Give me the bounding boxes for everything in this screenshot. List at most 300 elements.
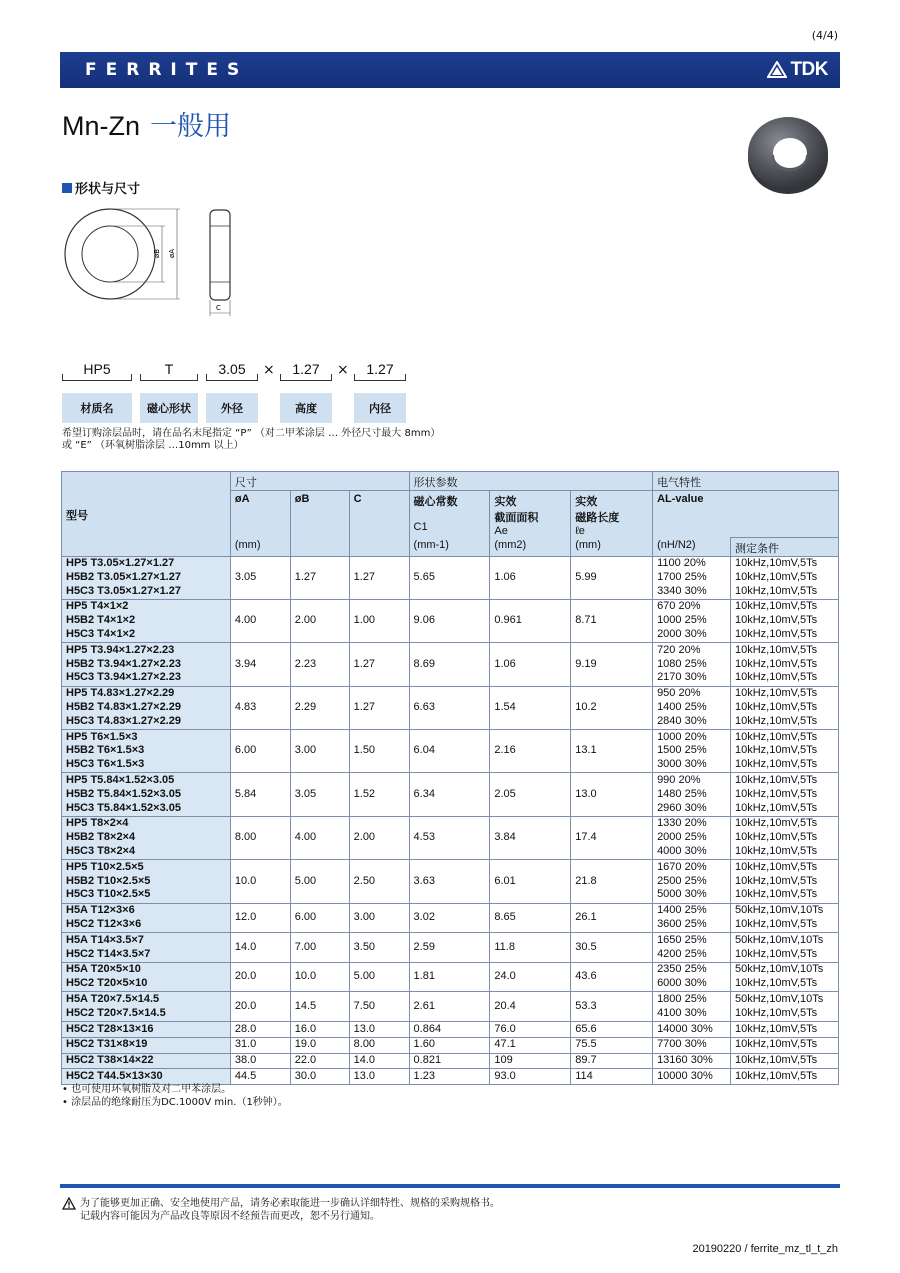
cell-ae: 2.16 bbox=[490, 730, 571, 773]
cell-oa: 3.94 bbox=[230, 643, 290, 686]
toroid-product-image bbox=[745, 113, 831, 201]
cell-model bbox=[62, 556, 231, 599]
cell-model-line: HP5 T3.94×1.27×2.23 bbox=[66, 643, 175, 656]
cell-model-line: H5C3 T4.83×1.27×2.29 bbox=[66, 714, 181, 727]
cell-le: 13.1 bbox=[571, 730, 653, 773]
cell-c: 1.00 bbox=[349, 599, 409, 642]
cell-al-value bbox=[653, 1053, 731, 1069]
cell-oa: 6.00 bbox=[230, 730, 290, 773]
cell-oa: 12.0 bbox=[230, 903, 290, 933]
cell-conditions-line: 10kHz,10mV,5Ts bbox=[735, 614, 818, 627]
cell-al-value bbox=[653, 1037, 731, 1053]
cell-c1: 3.02 bbox=[409, 903, 490, 933]
cell-conditions-line: 10kHz,10mV,5Ts bbox=[735, 947, 818, 960]
cell-ob: 5.00 bbox=[290, 860, 349, 903]
code-separator-2: × bbox=[337, 362, 349, 378]
cell-c: 1.52 bbox=[349, 773, 409, 816]
cell-ae: 1.06 bbox=[490, 643, 571, 686]
cell-ae: 3.84 bbox=[490, 816, 571, 859]
header-c1 bbox=[409, 491, 490, 538]
cell-ae: 47.1 bbox=[490, 1037, 571, 1053]
footer-divider bbox=[60, 1184, 840, 1188]
cell-model bbox=[62, 773, 231, 816]
cell-model-line: H5B2 T3.94×1.27×2.23 bbox=[66, 657, 181, 670]
cell-oa: 14.0 bbox=[230, 933, 290, 963]
cell-conditions-line: 10kHz,10mV,5Ts bbox=[735, 714, 818, 727]
cell-model-line: HP5 T5.84×1.52×3.05 bbox=[66, 773, 175, 786]
cell-le: 26.1 bbox=[571, 903, 653, 933]
cell-oa: 8.00 bbox=[230, 816, 290, 859]
cell-model-line: H5C2 T20×5×10 bbox=[66, 977, 148, 990]
cell-al-value-line: 4200 25% bbox=[657, 947, 707, 960]
cell-conditions-line: 10kHz,10mV,5Ts bbox=[735, 657, 818, 670]
header-model: 型号 bbox=[62, 472, 231, 557]
cell-al-value-line: 720 20% bbox=[657, 643, 701, 656]
drawing-label-b: øB bbox=[153, 248, 161, 258]
cell-al-value bbox=[653, 816, 731, 859]
code-outer-diameter: 3.05 bbox=[206, 361, 258, 381]
drawing-label-c: C bbox=[216, 304, 221, 312]
cell-conditions-line: 50kHz,10mV,10Ts bbox=[735, 992, 824, 1005]
cell-conditions-line: 10kHz,10mV,5Ts bbox=[735, 874, 818, 887]
cell-conditions bbox=[731, 643, 839, 686]
cell-al-value-line: 13160 30% bbox=[657, 1054, 713, 1067]
cell-al-value-line: 990 20% bbox=[657, 773, 701, 786]
cell-conditions bbox=[731, 816, 839, 859]
cell-model-line: H5C3 T4×1×2 bbox=[66, 627, 136, 640]
cell-c1: 1.60 bbox=[409, 1037, 490, 1053]
cell-conditions bbox=[731, 773, 839, 816]
label-height: 高度 bbox=[280, 393, 332, 423]
cell-oa: 38.0 bbox=[230, 1053, 290, 1069]
cell-model-line: H5C3 T3.94×1.27×2.23 bbox=[66, 671, 181, 684]
cell-conditions-line: 10kHz,10mV,5Ts bbox=[735, 860, 818, 873]
cell-le: 114 bbox=[571, 1069, 653, 1085]
cell-al-value-line: 1000 20% bbox=[657, 730, 707, 743]
cell-c: 13.0 bbox=[349, 1022, 409, 1038]
cell-al-value-line: 6000 30% bbox=[657, 977, 707, 990]
cell-al-value bbox=[653, 1069, 731, 1085]
cell-ob: 30.0 bbox=[290, 1069, 349, 1085]
cell-model bbox=[62, 686, 231, 729]
cell-model-line: H5C3 T5.84×1.52×3.05 bbox=[66, 801, 181, 814]
cell-ob: 16.0 bbox=[290, 1022, 349, 1038]
cell-ae: 1.06 bbox=[490, 556, 571, 599]
cell-conditions-line: 10kHz,10mV,5Ts bbox=[735, 570, 818, 583]
cell-c1: 9.06 bbox=[409, 599, 490, 642]
label-material: 材质名 bbox=[62, 393, 132, 423]
cell-model-line: H5C2 T12×3×6 bbox=[66, 917, 142, 930]
cell-c: 3.00 bbox=[349, 903, 409, 933]
table-row bbox=[62, 903, 839, 933]
code-inner-diameter: 1.27 bbox=[354, 361, 406, 381]
cell-al-value-line: 1480 25% bbox=[657, 787, 707, 800]
cell-conditions-line: 50kHz,10mV,10Ts bbox=[735, 904, 824, 917]
cell-le: 43.6 bbox=[571, 962, 653, 992]
cell-al-value-line: 670 20% bbox=[657, 600, 701, 613]
cell-conditions-line: 10kHz,10mV,5Ts bbox=[735, 1038, 818, 1051]
cell-al-value-line: 2840 30% bbox=[657, 714, 707, 727]
cell-al-value bbox=[653, 992, 731, 1022]
cell-oa: 31.0 bbox=[230, 1037, 290, 1053]
cell-ob: 3.05 bbox=[290, 773, 349, 816]
cell-ae: 24.0 bbox=[490, 962, 571, 992]
cell-al-value-line: 14000 30% bbox=[657, 1022, 713, 1035]
warning-icon bbox=[62, 1197, 76, 1210]
cell-c1: 1.81 bbox=[409, 962, 490, 992]
cell-model bbox=[62, 933, 231, 963]
cell-c: 1.27 bbox=[349, 686, 409, 729]
cell-c: 5.00 bbox=[349, 962, 409, 992]
cell-le: 5.99 bbox=[571, 556, 653, 599]
cell-c: 14.0 bbox=[349, 1053, 409, 1069]
cell-conditions-line: 10kHz,10mV,5Ts bbox=[735, 773, 818, 786]
cell-le: 8.71 bbox=[571, 599, 653, 642]
cell-conditions-line: 10kHz,10mV,5Ts bbox=[735, 817, 818, 830]
cell-model-line: HP5 T3.05×1.27×1.27 bbox=[66, 557, 175, 569]
cell-c: 1.27 bbox=[349, 643, 409, 686]
cell-model bbox=[62, 992, 231, 1022]
cell-conditions-line: 10kHz,10mV,5Ts bbox=[735, 1054, 818, 1067]
code-shape: T bbox=[140, 361, 198, 381]
cell-al-value-line: 10000 30% bbox=[657, 1069, 713, 1082]
cell-model-line: H5C2 T14×3.5×7 bbox=[66, 947, 151, 960]
cell-ae: 8.65 bbox=[490, 903, 571, 933]
cell-model-line: H5C3 T3.05×1.27×1.27 bbox=[66, 584, 181, 597]
table-row bbox=[62, 1053, 839, 1069]
cell-oa: 4.00 bbox=[230, 599, 290, 642]
logo-text: TDK bbox=[790, 59, 828, 80]
header-al: AL-value bbox=[653, 491, 839, 538]
cell-conditions-line: 10kHz,10mV,5Ts bbox=[735, 671, 818, 684]
cell-c1: 6.34 bbox=[409, 773, 490, 816]
label-shape: 磁心形状 bbox=[140, 393, 198, 423]
cell-conditions-line: 10kHz,10mV,5Ts bbox=[735, 844, 818, 857]
cell-ob: 2.00 bbox=[290, 599, 349, 642]
cell-model bbox=[62, 599, 231, 642]
table-row bbox=[62, 599, 839, 642]
cell-model bbox=[62, 643, 231, 686]
cell-oa: 10.0 bbox=[230, 860, 290, 903]
cell-c1: 2.61 bbox=[409, 992, 490, 1022]
cell-al-value-line: 3600 25% bbox=[657, 917, 707, 930]
cell-oa: 20.0 bbox=[230, 992, 290, 1022]
cell-conditions-line: 10kHz,10mV,5Ts bbox=[735, 1006, 818, 1019]
cell-ae: 11.8 bbox=[490, 933, 571, 963]
cell-ob: 2.23 bbox=[290, 643, 349, 686]
cell-model-line: H5B2 T5.84×1.52×3.05 bbox=[66, 787, 181, 800]
cell-model-line: H5B2 T6×1.5×3 bbox=[66, 744, 145, 757]
cell-al-value bbox=[653, 1022, 731, 1038]
cell-al-value bbox=[653, 599, 731, 642]
cell-conditions bbox=[731, 1022, 839, 1038]
cell-conditions-line: 10kHz,10mV,5Ts bbox=[735, 801, 818, 814]
cell-c: 3.50 bbox=[349, 933, 409, 963]
cell-ob: 2.29 bbox=[290, 686, 349, 729]
unit-c1: (mm-1) bbox=[409, 537, 490, 556]
cell-al-value-line: 1670 20% bbox=[657, 860, 707, 873]
table-row bbox=[62, 773, 839, 816]
cell-model-line: H5A T20×5×10 bbox=[66, 963, 141, 976]
table-row bbox=[62, 1037, 839, 1053]
cell-conditions-line: 10kHz,10mV,5Ts bbox=[735, 787, 818, 800]
cell-conditions-line: 10kHz,10mV,5Ts bbox=[735, 600, 818, 613]
header-ob: øB bbox=[290, 491, 349, 538]
cell-c1: 4.53 bbox=[409, 816, 490, 859]
cell-le: 30.5 bbox=[571, 933, 653, 963]
section-heading-text: 形状与尺寸 bbox=[75, 182, 141, 197]
cell-ob: 10.0 bbox=[290, 962, 349, 992]
cell-ae: 76.0 bbox=[490, 1022, 571, 1038]
cell-c: 8.00 bbox=[349, 1037, 409, 1053]
cell-oa: 44.5 bbox=[230, 1069, 290, 1085]
unit-oa: (mm) bbox=[230, 537, 290, 556]
coating-note-line1: 希望订购涂层品时，请在品名末尾指定 “P” （对二甲苯涂层 … 外径尺寸最大 8mm） bbox=[62, 428, 441, 439]
cell-conditions bbox=[731, 1053, 839, 1069]
cell-model bbox=[62, 1053, 231, 1069]
cell-le: 65.6 bbox=[571, 1022, 653, 1038]
tdk-logo bbox=[767, 59, 828, 81]
coating-note bbox=[62, 428, 440, 452]
cell-le: 21.8 bbox=[571, 860, 653, 903]
cell-al-value-line: 1330 20% bbox=[657, 817, 707, 830]
cell-model bbox=[62, 730, 231, 773]
cell-ae: 1.54 bbox=[490, 686, 571, 729]
part-code-legend bbox=[62, 361, 422, 431]
unit-c bbox=[349, 537, 409, 556]
cell-ob: 6.00 bbox=[290, 903, 349, 933]
cell-model-line: HP5 T10×2.5×5 bbox=[66, 860, 144, 873]
cell-model-line: H5C2 T31×8×19 bbox=[66, 1038, 148, 1051]
drawing-label-a: øA bbox=[168, 248, 176, 258]
coating-note-line2: 或 “E” （环氧树脂涂层 …10mm 以上） bbox=[62, 440, 244, 451]
cell-al-value-line: 1650 25% bbox=[657, 933, 707, 946]
cell-c1: 6.04 bbox=[409, 730, 490, 773]
cell-model-line: H5B2 T3.05×1.27×1.27 bbox=[66, 570, 181, 583]
cell-oa: 3.05 bbox=[230, 556, 290, 599]
cell-conditions-line: 10kHz,10mV,5Ts bbox=[735, 917, 818, 930]
cell-al-value bbox=[653, 903, 731, 933]
table-row bbox=[62, 816, 839, 859]
cell-model-line: H5B2 T4×1×2 bbox=[66, 614, 136, 627]
cell-model-line: H5C3 T8×2×4 bbox=[66, 844, 136, 857]
table-row bbox=[62, 556, 839, 599]
cell-conditions bbox=[731, 1069, 839, 1085]
label-outer-diameter: 外径 bbox=[206, 393, 258, 423]
cell-model-line: H5B2 T10×2.5×5 bbox=[66, 874, 151, 887]
cell-model-line: H5B2 T4.83×1.27×2.29 bbox=[66, 700, 181, 713]
cell-oa: 28.0 bbox=[230, 1022, 290, 1038]
cell-conditions bbox=[731, 686, 839, 729]
unit-al: (nH/N2) bbox=[653, 537, 731, 556]
cell-c1: 0.821 bbox=[409, 1053, 490, 1069]
header-le-symbol: ℓe bbox=[575, 525, 585, 537]
cell-ae: 93.0 bbox=[490, 1069, 571, 1085]
warning-line2: 记载内容可能因为产品改良等原因不经预告而更改，恕不另行通知。 bbox=[80, 1211, 380, 1222]
table-row bbox=[62, 933, 839, 963]
cell-conditions bbox=[731, 962, 839, 992]
cell-ae: 109 bbox=[490, 1053, 571, 1069]
cell-al-value-line: 2350 25% bbox=[657, 963, 707, 976]
header-ae-title2: 截面面积 bbox=[494, 512, 539, 524]
cell-al-value bbox=[653, 773, 731, 816]
cell-model-line: H5C3 T6×1.5×3 bbox=[66, 758, 145, 771]
cell-al-value-line: 1400 25% bbox=[657, 700, 707, 713]
cell-model-line: HP5 T4×1×2 bbox=[66, 600, 129, 613]
cell-conditions-line: 50kHz,10mV,10Ts bbox=[735, 933, 824, 946]
cell-c1: 3.63 bbox=[409, 860, 490, 903]
cell-conditions-line: 10kHz,10mV,5Ts bbox=[735, 687, 818, 700]
cell-c1: 5.65 bbox=[409, 556, 490, 599]
table-row bbox=[62, 686, 839, 729]
cell-le: 75.5 bbox=[571, 1037, 653, 1053]
banner-title: FERRITES bbox=[85, 60, 249, 80]
table-notes bbox=[62, 1083, 288, 1109]
cell-al-value-line: 2000 25% bbox=[657, 831, 707, 844]
cell-al-value-line: 1700 25% bbox=[657, 570, 707, 583]
header-ae bbox=[490, 491, 571, 538]
header-shape-params: 形状参数 bbox=[409, 472, 653, 491]
document-reference: 20190220 / ferrite_mz_tl_t_zh bbox=[692, 1243, 838, 1255]
cell-c: 1.50 bbox=[349, 730, 409, 773]
title-usage: 一般用 bbox=[150, 111, 232, 141]
cell-le: 13.0 bbox=[571, 773, 653, 816]
cell-ob: 1.27 bbox=[290, 556, 349, 599]
label-inner-diameter: 内径 bbox=[354, 393, 406, 423]
footer-warning bbox=[62, 1197, 500, 1223]
cell-oa: 5.84 bbox=[230, 773, 290, 816]
cell-ob: 22.0 bbox=[290, 1053, 349, 1069]
square-bullet-icon bbox=[62, 183, 72, 193]
header-electrical: 电气特性 bbox=[653, 472, 839, 491]
table-row bbox=[62, 730, 839, 773]
cell-conditions-line: 10kHz,10mV,5Ts bbox=[735, 643, 818, 656]
cell-ob: 14.5 bbox=[290, 992, 349, 1022]
cell-le: 53.3 bbox=[571, 992, 653, 1022]
cell-ae: 6.01 bbox=[490, 860, 571, 903]
cell-model bbox=[62, 1022, 231, 1038]
cell-c1: 0.864 bbox=[409, 1022, 490, 1038]
cell-al-value-line: 2000 30% bbox=[657, 627, 707, 640]
cell-conditions bbox=[731, 860, 839, 903]
cell-conditions-line: 10kHz,10mV,5Ts bbox=[735, 1069, 818, 1082]
cell-le: 10.2 bbox=[571, 686, 653, 729]
cell-c1: 2.59 bbox=[409, 933, 490, 963]
cell-model-line: HP5 T8×2×4 bbox=[66, 817, 129, 830]
cell-model-line: H5C2 T28×13×16 bbox=[66, 1022, 154, 1035]
cell-al-value bbox=[653, 860, 731, 903]
cell-conditions-line: 10kHz,10mV,5Ts bbox=[735, 1022, 818, 1035]
cell-al-value-line: 2500 25% bbox=[657, 874, 707, 887]
cell-c: 7.50 bbox=[349, 992, 409, 1022]
cell-conditions bbox=[731, 556, 839, 599]
cell-model bbox=[62, 1037, 231, 1053]
cell-ob: 7.00 bbox=[290, 933, 349, 963]
cell-al-value-line: 1800 25% bbox=[657, 992, 707, 1005]
cell-conditions-line: 10kHz,10mV,5Ts bbox=[735, 831, 818, 844]
cell-conditions-line: 10kHz,10mV,5Ts bbox=[735, 977, 818, 990]
cell-conditions-line: 10kHz,10mV,5Ts bbox=[735, 730, 818, 743]
cell-al-value-line: 950 20% bbox=[657, 687, 701, 700]
cell-al-value-line: 7700 30% bbox=[657, 1038, 707, 1051]
cell-model bbox=[62, 816, 231, 859]
cell-conditions bbox=[731, 730, 839, 773]
cell-model-line: H5B2 T8×2×4 bbox=[66, 831, 136, 844]
cell-conditions bbox=[731, 599, 839, 642]
cell-model-line: H5C3 T10×2.5×5 bbox=[66, 888, 151, 901]
cell-al-value-line: 1400 25% bbox=[657, 904, 707, 917]
cell-model-line: H5C2 T20×7.5×14.5 bbox=[66, 1006, 166, 1019]
cell-ae: 0.961 bbox=[490, 599, 571, 642]
cell-c1: 8.69 bbox=[409, 643, 490, 686]
cell-ob: 19.0 bbox=[290, 1037, 349, 1053]
cell-model-line: H5C2 T44.5×13×30 bbox=[66, 1069, 163, 1082]
cell-c: 1.27 bbox=[349, 556, 409, 599]
cell-ob: 4.00 bbox=[290, 816, 349, 859]
cell-al-value bbox=[653, 730, 731, 773]
header-c1-title: 磁心常数 bbox=[413, 496, 458, 508]
code-material: HP5 bbox=[62, 361, 132, 381]
cell-al-value-line: 3340 30% bbox=[657, 584, 707, 597]
spec-table-body bbox=[62, 556, 839, 1085]
tdk-emblem-icon bbox=[767, 61, 787, 79]
cell-al-value-line: 4100 30% bbox=[657, 1006, 707, 1019]
header-banner bbox=[60, 52, 840, 88]
cell-conditions-line: 10kHz,10mV,5Ts bbox=[735, 700, 818, 713]
table-row bbox=[62, 860, 839, 903]
cell-model-line: HP5 T4.83×1.27×2.29 bbox=[66, 687, 175, 700]
header-ae-symbol: Ae bbox=[494, 525, 508, 537]
header-c1-symbol: C1 bbox=[413, 521, 428, 533]
cell-al-value bbox=[653, 556, 731, 599]
cell-conditions-line: 50kHz,10mV,10Ts bbox=[735, 963, 824, 976]
cell-al-value-line: 1500 25% bbox=[657, 744, 707, 757]
dimension-drawing bbox=[62, 206, 252, 325]
cell-le: 9.19 bbox=[571, 643, 653, 686]
table-row bbox=[62, 1022, 839, 1038]
warning-line1: 为了能够更加正确、安全地使用产品，请务必索取能进一步确认详细特性、规格的采购规格书。 bbox=[80, 1198, 500, 1209]
cell-model-line: HP5 T6×1.5×3 bbox=[66, 730, 138, 743]
cell-c: 2.00 bbox=[349, 816, 409, 859]
cell-ob: 3.00 bbox=[290, 730, 349, 773]
cell-al-value-line: 2170 30% bbox=[657, 671, 707, 684]
page-title bbox=[62, 104, 231, 143]
unit-ae: (mm2) bbox=[490, 537, 571, 556]
code-height: 1.27 bbox=[280, 361, 332, 381]
header-dimensions: 尺寸 bbox=[230, 472, 409, 491]
note-2: • 涂层品的绝缘耐压为DC.1000V min.（1秒钟）。 bbox=[62, 1097, 288, 1108]
cell-al-value-line: 2960 30% bbox=[657, 801, 707, 814]
header-c: C bbox=[349, 491, 409, 538]
cell-al-value bbox=[653, 686, 731, 729]
cell-conditions-line: 10kHz,10mV,5Ts bbox=[735, 888, 818, 901]
cell-oa: 4.83 bbox=[230, 686, 290, 729]
cell-conditions-line: 10kHz,10mV,5Ts bbox=[735, 557, 818, 569]
header-conditions: 测定条件 bbox=[731, 537, 839, 556]
cell-al-value bbox=[653, 933, 731, 963]
cell-c1: 6.63 bbox=[409, 686, 490, 729]
cell-ae: 2.05 bbox=[490, 773, 571, 816]
header-oa: øA bbox=[230, 491, 290, 538]
cell-al-value bbox=[653, 962, 731, 992]
cell-conditions bbox=[731, 992, 839, 1022]
header-le-title1: 实效 bbox=[575, 496, 598, 508]
section-heading bbox=[62, 178, 140, 197]
cell-model-line: H5A T20×7.5×14.5 bbox=[66, 992, 160, 1005]
cell-c: 2.50 bbox=[349, 860, 409, 903]
cell-al-value-line: 1000 25% bbox=[657, 614, 707, 627]
cell-c1: 1.23 bbox=[409, 1069, 490, 1085]
